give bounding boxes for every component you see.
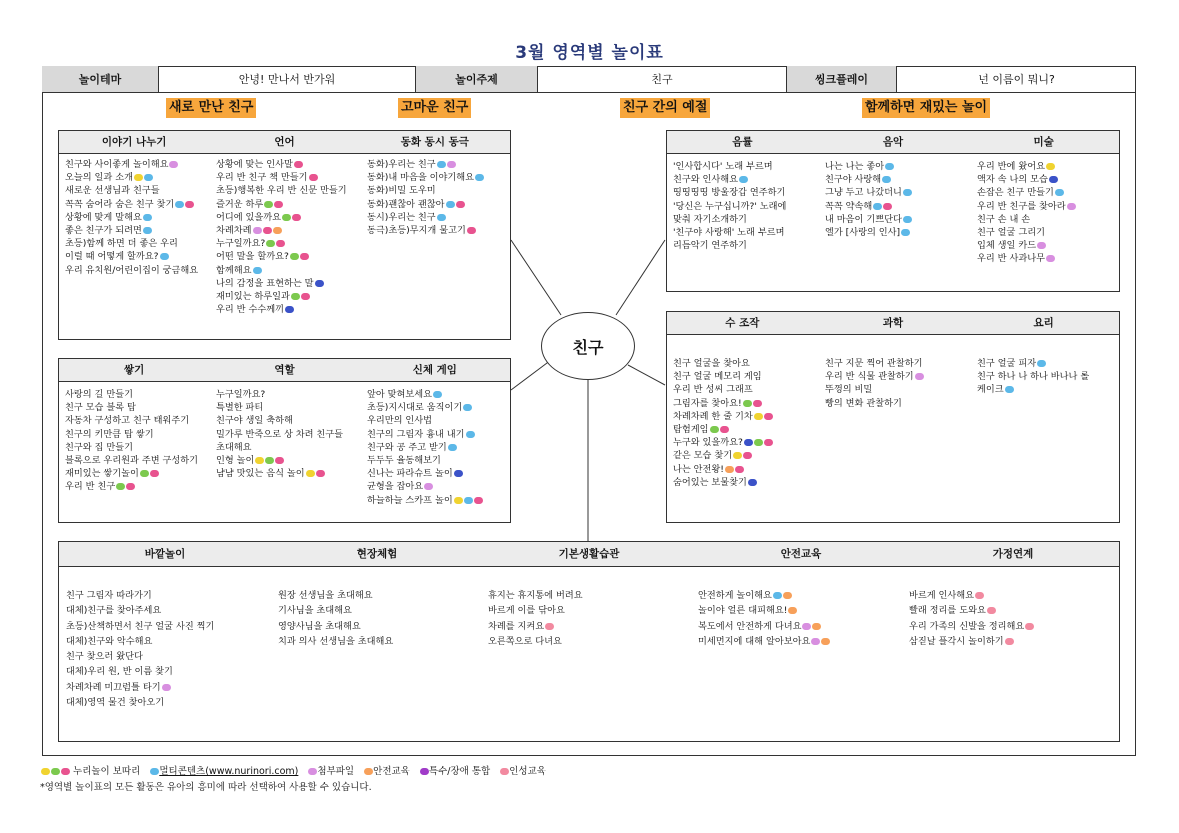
hdr-home: 가정연계 [992,548,1034,560]
list-item: 우리만의 인사법 [367,415,433,427]
badge-icon [903,189,912,196]
badge-icon [903,216,912,223]
box-music-header [667,131,1119,154]
badge-icon [783,592,792,599]
list-item: 입체 생일 카드 [977,239,1076,252]
list-item: 자동차 구성하고 친구 태워주기 [65,415,190,427]
badge-icon [725,466,734,473]
badge-icon [788,607,797,614]
col-home [909,588,1034,649]
list-item: 안전하게 놀이해요 [698,588,830,603]
box-language [58,130,511,340]
badge-icon [456,201,465,208]
badge-icon [882,176,891,183]
list-item: 동극)초등)무지개 물고기 [367,224,484,237]
legend-item: 멀티콘텐츠(www.nurinori.com) [149,766,298,777]
badge-icon [873,203,882,210]
list-item: 친구야 생일 축하해 [216,415,293,427]
badge-icon [812,623,821,630]
list-item: 우리 반 성씨 그래프 [673,384,753,396]
list-item: 두두두 율동해보기 [367,454,441,466]
list-item: 초등)산책하면서 친구 얼굴 사진 찍기 [66,620,215,632]
legend [40,763,552,777]
badge-icon [253,227,262,234]
list-item: 액자 속 나의 모습 [977,173,1076,186]
box-math-header [667,312,1119,335]
list-item: 이럴 때 어떻게 할까요? [65,250,198,263]
list-item: 빵의 변화 관찰하기 [825,397,902,409]
col-rhythm [673,160,786,252]
list-item: 우리 반 친구 [65,480,198,493]
badge-icon [41,768,50,775]
list-item: 내 마음이 기쁘단다 [825,213,912,226]
list-item: 엘가 [사랑의 인사] [825,226,912,239]
badge-icon [420,768,429,775]
list-item: 친구 얼굴 메모리 게임 [673,371,762,383]
list-item: 우리 반 식물 관찰하기 [825,370,924,383]
list-item: 우리 반 사과나무 [977,252,1076,265]
list-item: 대체)우리 원, 반 이름 찾기 [66,666,173,678]
topic-value: 친구 [538,66,787,92]
hdr-math: 수 조작 [725,317,760,329]
list-item: 맞춰 자기소개하기 [673,213,747,225]
list-item: 우리 유치원/어린이집이 궁금해요 [65,264,199,276]
hdr-rhythm: 음률 [732,136,753,148]
box-math-science [666,311,1120,523]
page-title: 3월 영역별 놀이표 [515,43,664,63]
badge-icon [474,497,483,504]
badge-icon [901,229,910,236]
col-role [216,388,343,480]
badge-icon [1055,189,1064,196]
list-item: 그냥 두고 나갔더니 [825,186,912,199]
theme-new-friend: 새로 만난 친구 [166,98,256,118]
center-topic-circle: 친구 [541,312,635,380]
list-item: 바르게 인사해요 [909,588,1034,603]
list-item: 동화)우리는 친구 [367,158,484,171]
list-item: 차례를 지켜요 [488,619,583,634]
badge-icon [315,280,324,287]
badge-icon [987,607,996,614]
badge-icon [291,293,300,300]
badge-icon [276,240,285,247]
badge-icon [743,452,752,459]
col-fairytale [367,158,484,237]
list-item: 삼짇날 플각시 놀이하기 [909,634,1034,649]
badge-icon [140,470,149,477]
list-item: 인형 놀이 [216,454,343,467]
theme-fun-together: 함께하면 재밌는 놀이 [862,98,990,118]
list-item: 특별한 파티 [216,402,264,414]
hdr-blocks: 쌓기 [124,364,145,376]
list-item: 함께해요 [216,264,347,277]
list-item: 우리 반에 왔어요 [977,160,1076,173]
list-item: 앞아 맞혀보세요 [367,388,483,401]
list-item: 친구 모습 블록 탑 [65,402,136,414]
col-field-trip [278,588,393,649]
list-item: 대체)영역 물건 찾아오기 [66,697,165,709]
line-math [628,365,665,385]
list-item: 어떤 말을 할까요? [216,250,347,263]
list-item: 차례차례 미끄럼틀 타기 [66,680,214,695]
list-item: 초등)행복한 우리 반 신문 만들기 [216,185,347,197]
line-build [511,360,551,390]
hdr-habits: 기본생활습관 [558,548,620,560]
theme-label: 놀이테마 [42,66,159,92]
box-music-art [666,130,1120,292]
list-item: 하늘하늘 스카프 놀이 [367,494,483,507]
list-item: 오늘의 일과 소개 [65,171,198,184]
col-story [65,158,198,277]
badge-icon [273,227,282,234]
list-item: 우리 반 수수께끼 [216,303,347,316]
list-item: 누구와 있을까요? [673,436,773,449]
badge-icon [466,431,475,438]
list-item: 누구일까요? [216,237,347,250]
hdr-art: 미술 [1033,136,1054,148]
list-item: 미세먼지에 대해 알아보아요 [698,634,830,649]
list-item: 초등)함께 하면 더 좋은 우리 [65,238,178,250]
box-bottom-header [59,542,1119,567]
badge-icon [802,623,811,630]
list-item: 상황에 맞는 인사말 [216,158,347,171]
list-item: 탐험게임 [673,423,773,436]
list-item: 초대해요 [216,441,252,453]
badge-icon [735,466,744,473]
list-item: 숨어있는 보물찾기 [673,476,773,489]
theme-manners: 친구 간의 예절 [620,98,710,118]
list-item: 손잡은 친구 만들기 [977,186,1076,199]
badge-icon [292,214,301,221]
list-item: 우리 반 친구를 찾아라 [977,200,1076,213]
badge-icon [285,306,294,313]
list-item: 오른쪽으로 다녀요 [488,635,562,647]
legend-item: 안전교육 [363,766,410,777]
box-outdoor-life [58,541,1120,742]
badge-icon [300,253,309,260]
col-physical [367,388,483,507]
sync-value: 넌 이름이 뭐니? [978,73,1055,86]
badge-icon [290,253,299,260]
badge-icon [545,623,554,630]
list-item: '당신은 누구십니까?' 노래에 [673,200,787,212]
list-item: 밀가루 반죽으로 상 차려 친구들 [216,428,344,440]
list-item: 친구와 집 만들기 [65,441,133,453]
badge-icon [265,457,274,464]
badge-icon [185,201,194,208]
list-item: 친구 얼굴 피자 [977,357,1089,370]
badge-icon [437,214,446,221]
hdr-safety: 안전교육 [780,548,822,560]
list-item: 휴지는 휴지통에 버려요 [488,590,583,601]
badge-icon [437,161,446,168]
badge-icon [433,391,442,398]
badge-icon [301,293,310,300]
badge-icon [448,444,457,451]
col-habits [488,588,583,649]
badge-icon [720,426,729,433]
line-lang [511,240,561,315]
list-item: 친구 하나 나 하나 바나나 롤 [977,371,1090,383]
hdr-fairytale: 동화 동시 동극 [400,136,469,148]
col-outdoor [66,588,214,710]
list-item: 블록으로 우리원과 주변 구성하기 [65,454,199,466]
badge-icon [51,768,60,775]
col-safety [698,588,830,649]
col-cooking [977,357,1089,397]
list-item: 어디에 있을까요 [216,211,347,224]
list-item: 친구 지문 찍어 관찰하기 [825,358,923,369]
list-item: 복도에서 안전하게 다녀요 [698,619,830,634]
badge-icon [975,592,984,599]
list-item: 그림자를 찾아요! [673,397,773,410]
legend-item: 누리놀이 보따리 [40,766,140,777]
badge-icon [811,638,820,645]
list-item: 같은 모습 찾기 [673,449,773,462]
list-item: 친구 그림자 따라가기 [66,590,152,601]
sync-label: 씽크플레이 [787,66,897,92]
badge-icon [1049,176,1058,183]
col-music [825,160,912,239]
badge-icon [454,470,463,477]
list-item: 원장 선생님을 초대해요 [278,590,373,601]
badge-icon [294,161,303,168]
list-item: 좋은 친구가 되려면 [65,224,198,237]
badge-icon [169,161,178,168]
list-item: '친구야 사랑해' 노래 부르며 [673,226,785,238]
list-item: 뚜껑의 비밀 [825,384,873,396]
hdr-language: 언어 [274,136,295,148]
badge-icon [446,201,455,208]
badge-icon [915,373,924,380]
badge-icon [275,457,284,464]
theme-value: 안녕! 만나서 반가워 [159,66,416,92]
badge-icon [274,201,283,208]
list-item: 친구와 사이좋게 놀이해요 [65,158,198,171]
list-item: 누구일까요? [216,389,266,400]
list-item: 새로운 선생님과 친구들 [65,185,160,197]
badge-icon [424,483,433,490]
list-item: 차례차례 [216,224,347,237]
badge-icon [475,174,484,181]
badge-icon [1005,638,1014,645]
list-item: 초등)지시대로 움직이기 [367,401,483,414]
list-item: 영양사님을 초대해요 [278,620,361,632]
badge-icon [255,457,264,464]
list-item: 냠냠 맛있는 음식 놀이 [216,467,343,480]
badge-icon [447,161,456,168]
list-item: 친구야 사랑해 [825,173,912,186]
legend-item: 특수/장애 통합 [419,766,490,777]
badge-icon [1067,203,1076,210]
list-item: 나는 안전왕! [673,463,773,476]
badge-icon [739,176,748,183]
list-item: '인사합시다' 노래 부르며 [673,161,773,172]
badge-icon [253,267,262,274]
list-item: 재미있는 쌓기놀이 [65,467,198,480]
list-item: 즐거운 하루 [216,198,347,211]
hdr-field-trip: 현장체험 [356,548,398,560]
badge-icon [743,400,752,407]
badge-icon [61,768,70,775]
badge-icon [144,174,153,181]
list-item: 친구 얼굴을 찾아요 [673,358,750,369]
legend-item: 첨부파일 [307,766,354,777]
badge-icon [710,426,719,433]
list-item: 빨래 정리를 도와요 [909,603,1034,618]
line-music [616,240,665,315]
list-item: 차례차례 한 줄 기차 [673,410,773,423]
topic-label: 놀이주제 [416,66,538,92]
list-item: 치과 의사 선생님을 초대해요 [278,635,394,647]
badge-icon [821,638,830,645]
hdr-story: 이야기 나누기 [101,136,167,148]
badge-icon [463,404,472,411]
list-item: 친구 얼굴 그리기 [977,226,1045,238]
badge-icon [162,684,171,691]
badge-icon [306,470,315,477]
list-item: 상황에 맞게 말해요 [65,211,198,224]
badge-icon [1046,163,1055,170]
theme-grateful-friend: 고마운 친구 [398,98,471,118]
badge-icon [316,470,325,477]
badge-icon [282,214,291,221]
badge-icon [1037,360,1046,367]
badge-icon [744,439,753,446]
badge-icon [764,439,773,446]
list-item: 띵띵띵띵 방울장갑 연주하기 [673,187,786,199]
box-building [58,358,511,523]
badge-icon [143,214,152,221]
badge-icon [1005,386,1014,393]
hdr-music: 음악 [882,136,904,148]
footnote: *영역별 놀이표의 모든 활동은 유아의 흥미에 따라 선택하여 사용할 수 있습니다. [40,782,372,793]
badge-icon [150,470,159,477]
badge-icon [454,497,463,504]
badge-icon [464,497,473,504]
list-item: 균형을 잡아요 [367,480,483,493]
list-item: 동시)우리는 친구 [367,211,484,224]
badge-icon [753,400,762,407]
badge-icon [733,452,742,459]
list-item: 놀이야 얼른 대피해요! [698,603,830,618]
col-math [673,357,773,489]
list-item: 꼭꼭 약속해 [825,200,912,213]
box-language-header [59,131,510,154]
col-blocks [65,388,198,494]
list-item: 우리 반 친구 책 만들기 [216,171,347,184]
badge-icon [160,253,169,260]
badge-icon [1025,623,1034,630]
list-item: 우리 가족의 신발을 정리해요 [909,619,1034,634]
list-item: 나의 감정을 표현하는 말 [216,277,347,290]
badge-icon [364,768,373,775]
badge-icon [143,227,152,234]
col-science [825,357,924,410]
list-item: 바르게 이를 닦아요 [488,605,565,617]
list-item: 친구와 공 주고 받기 [367,441,483,454]
badge-icon [126,483,135,490]
badge-icon [1037,242,1046,249]
badge-icon [754,439,763,446]
badge-icon [264,201,273,208]
list-item: 케이크 [977,383,1089,396]
badge-icon [266,240,275,247]
hdr-role: 역할 [274,364,295,376]
badge-icon [885,163,894,170]
badge-icon [116,483,125,490]
list-item: 기사님을 초대해요 [278,605,352,617]
list-item: 나는 나는 좋아 [825,160,912,173]
legend-item: 인성교육 [499,766,546,777]
badge-icon [467,227,476,234]
list-item: 친구의 그림자 흉내 내기 [367,428,483,441]
list-item: 동화)내 마음을 이야기해요 [367,171,484,184]
list-item: 꼭꼭 숨어라 숨은 친구 찾기 [65,198,198,211]
badge-icon [263,227,272,234]
col-language [216,158,347,316]
badge-icon [773,592,782,599]
badge-icon [754,413,763,420]
badge-icon [134,174,143,181]
badge-icon [175,201,184,208]
badge-icon [309,174,318,181]
list-item: 사랑의 길 만들기 [65,389,133,400]
list-item: 동화)비밀 도우미 [367,185,436,197]
list-item: 친구 찾으러 왔단다 [66,651,143,663]
list-item: 신나는 파라슈트 놀이 [367,467,483,480]
list-item: 친구의 키만큼 탑 쌓기 [65,428,154,440]
list-item: 친구와 인사해요 [673,173,786,186]
badge-icon [883,203,892,210]
list-item: 대체)친구를 찾아주세요 [66,605,162,617]
badge-icon [150,768,159,775]
badge-icon [500,768,509,775]
list-item: 친구 손 내 손 [977,213,1031,225]
badge-icon [748,479,757,486]
list-item: 동화)괜찮아 괜찮아 [367,198,484,211]
list-item: 대체)친구와 악수해요 [66,635,153,647]
hdr-outdoor: 바깥놀이 [144,548,186,560]
badge-icon [1046,255,1055,262]
hdr-physical: 신체 게임 [412,364,457,376]
badge-icon [764,413,773,420]
box-building-header [59,359,510,382]
col-art [977,160,1076,266]
hdr-science: 과학 [882,317,904,329]
list-item: 재미있는 하루일과 [216,290,347,303]
list-item: 리듬악기 연주하기 [673,240,747,252]
hdr-cooking: 요리 [1033,317,1054,329]
